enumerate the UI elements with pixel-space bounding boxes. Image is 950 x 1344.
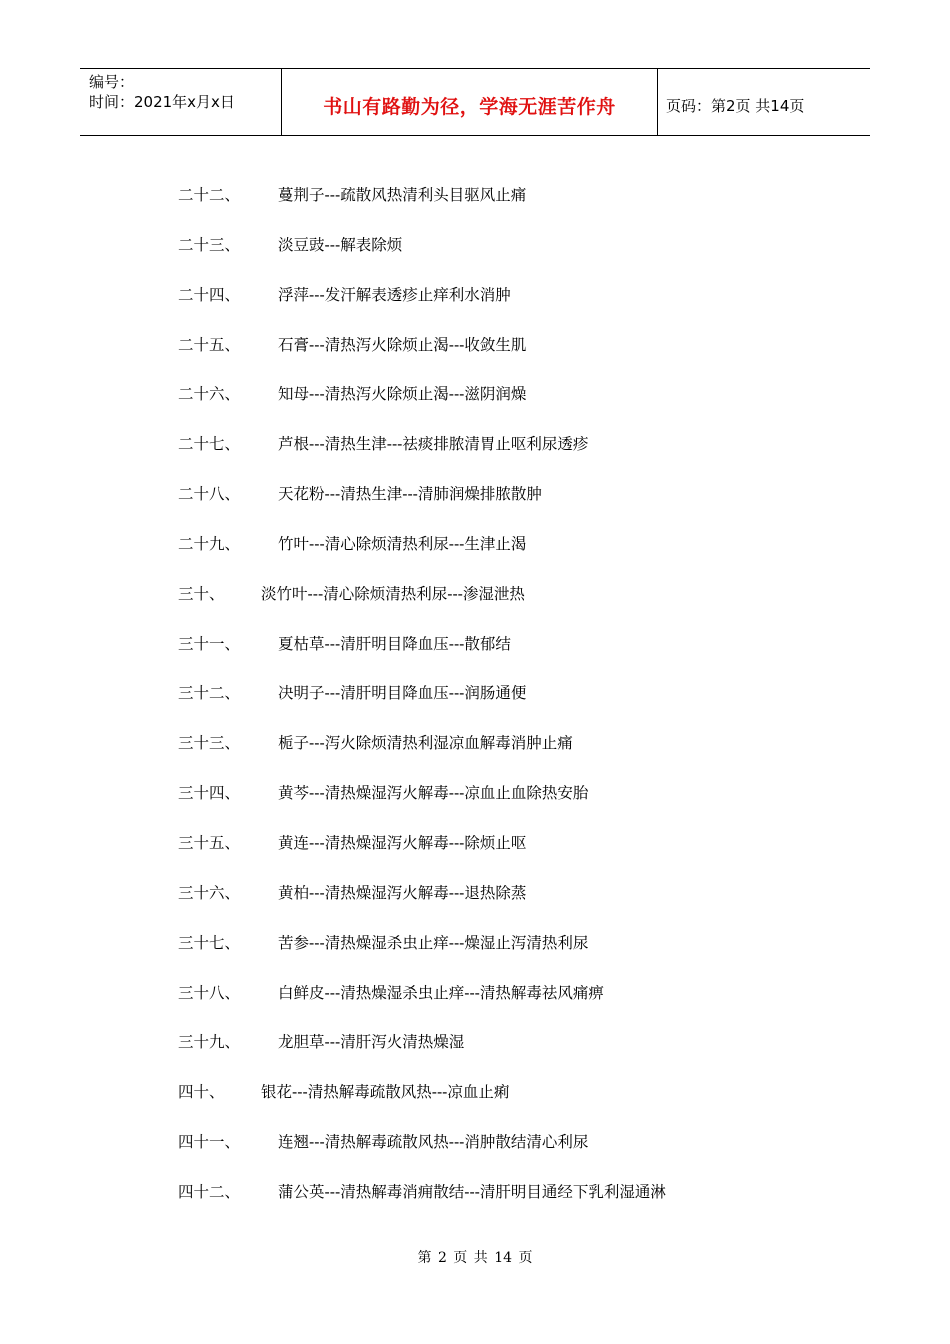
item-text: 竹叶---清心除烦清热利尿---生津止渴 <box>278 534 527 553</box>
list-item <box>178 1030 818 1080</box>
list-item <box>178 1180 818 1230</box>
list-item <box>178 931 818 981</box>
item-text: 黄连---清热燥湿泻火解毒---除烦止呕 <box>278 833 527 852</box>
list-item <box>178 183 818 233</box>
item-number: 二十七、 <box>178 435 241 454</box>
list-item <box>178 283 818 333</box>
item-number: 四十、 <box>178 1083 225 1102</box>
item-number: 三十一、 <box>178 634 241 653</box>
item-number: 四十二、 <box>178 1182 241 1201</box>
item-number: 二十三、 <box>178 235 241 254</box>
list-item <box>178 881 818 931</box>
item-text: 天花粉---清热生津---清肺润燥排脓散肿 <box>278 485 542 504</box>
list-item <box>178 831 818 881</box>
item-text: 龙胆草---清肝泻火清热燥湿 <box>278 1033 465 1052</box>
item-text: 芦根---清热生津---祛痰排脓清胃止呕利尿透疹 <box>278 435 589 454</box>
list-item <box>178 333 818 383</box>
list-item <box>178 981 818 1031</box>
header-page-cell <box>658 69 870 135</box>
item-text: 蒲公英---清热解毒消痈散结---清肝明目通经下乳利湿通淋 <box>278 1182 666 1201</box>
item-text: 栀子---泻火除烦清热利湿凉血解毒消肿止痛 <box>278 734 573 753</box>
item-text: 连翘---清热解毒疏散风热---消肿散结清心利尿 <box>278 1133 589 1152</box>
item-number: 三十二、 <box>178 684 241 703</box>
list-item <box>178 482 818 532</box>
item-number: 二十九、 <box>178 534 241 553</box>
list-item <box>178 532 818 582</box>
motto-text: 书山有路勤为径，学海无涯苦作舟 <box>323 95 616 118</box>
item-number: 三十五、 <box>178 833 241 852</box>
header-motto-cell <box>282 69 658 135</box>
item-number: 二十四、 <box>178 285 241 304</box>
list-item <box>178 781 818 831</box>
item-number: 二十二、 <box>178 186 241 204</box>
list-item <box>178 582 818 632</box>
herb-list <box>178 183 818 1230</box>
list-item <box>178 731 818 781</box>
number-label: 编号： <box>89 73 135 91</box>
item-text: 黄芩---清热燥湿泻火解毒---凉血止血除热安胎 <box>278 784 589 803</box>
item-text: 黄柏---清热燥湿泻火解毒---退热除蒸 <box>278 883 527 902</box>
item-number: 三十七、 <box>178 933 241 952</box>
page-label: 页码：第2页 共14页 <box>666 96 805 115</box>
item-text: 淡竹叶---清心除烦清热利尿---渗湿泄热 <box>261 584 525 603</box>
item-number: 三十三、 <box>178 734 241 753</box>
item-text: 淡豆豉---解表除烦 <box>278 235 403 254</box>
item-text: 决明子---清肝明目降血压---润肠通便 <box>278 684 527 703</box>
item-text: 苦参---清热燥湿杀虫止痒---燥湿止泻清热利尿 <box>278 933 589 952</box>
list-item <box>178 1130 818 1180</box>
header-meta-cell <box>80 69 282 135</box>
time-label: 时间：2021年x月x日 <box>89 93 235 111</box>
item-number: 二十八、 <box>178 485 241 504</box>
item-text: 夏枯草---清肝明目降血压---散郁结 <box>278 634 511 653</box>
list-item <box>178 382 818 432</box>
item-number: 二十五、 <box>178 335 241 354</box>
page-footer: 第 2 页 共 14 页 <box>417 1250 533 1266</box>
item-number: 四十一、 <box>178 1133 241 1152</box>
item-number: 三十八、 <box>178 983 241 1002</box>
list-item <box>178 1080 818 1130</box>
list-item <box>178 681 818 731</box>
item-number: 二十六、 <box>178 385 241 404</box>
list-item <box>178 233 818 283</box>
item-number: 三十、 <box>178 584 225 603</box>
item-text: 蔓荆子---疏散风热清利头目驱风止痛 <box>278 186 527 204</box>
item-number: 三十四、 <box>178 784 241 803</box>
item-number: 三十九、 <box>178 1033 241 1052</box>
item-text: 银花---清热解毒疏散风热---凉血止痢 <box>261 1083 510 1102</box>
list-item <box>178 632 818 682</box>
item-number: 三十六、 <box>178 883 241 902</box>
list-item <box>178 432 818 482</box>
item-text: 知母---清热泻火除烦止渴---滋阴润燥 <box>278 385 527 404</box>
item-text: 石膏---清热泻火除烦止渴---收敛生肌 <box>278 335 527 354</box>
item-text: 白鲜皮---清热燥湿杀虫止痒---清热解毒祛风痛痹 <box>278 983 604 1002</box>
document-header <box>80 68 870 136</box>
item-text: 浮萍---发汗解表透疹止痒利水消肿 <box>278 285 511 304</box>
